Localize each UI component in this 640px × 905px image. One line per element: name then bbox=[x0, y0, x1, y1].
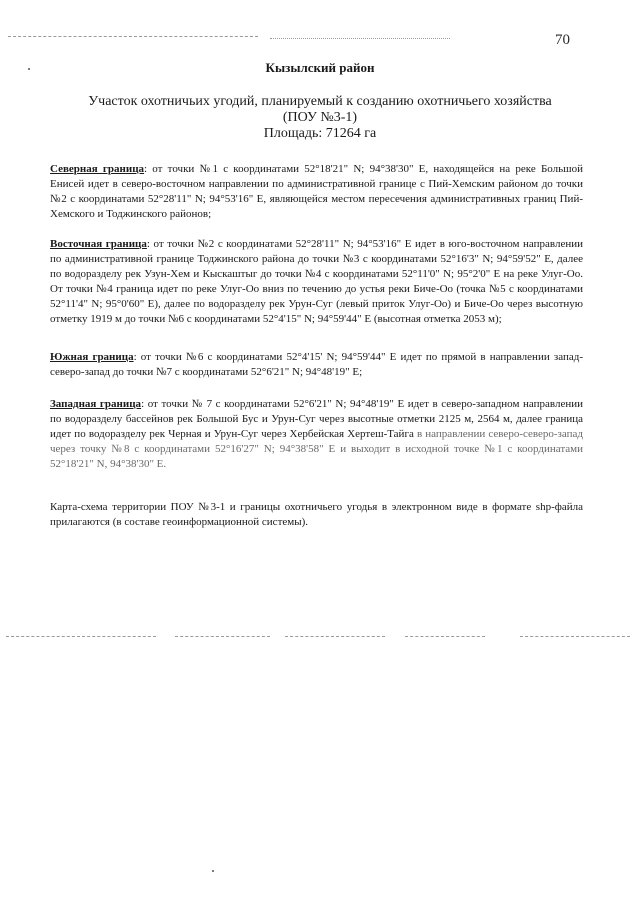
scan-artifact-line bbox=[6, 636, 156, 637]
scan-artifact-line bbox=[405, 636, 485, 637]
east-boundary bbox=[50, 237, 583, 327]
north-boundary bbox=[50, 162, 583, 222]
east-boundary-text: : от точки №2 с координатами 52°28'11" N; 94°53'16" E идет в юго-восточном направлении по административной границе Тоджинского района до точки №3 с координатами 52°16'3" N; 94°59'52" E, далее по водоразделу рек Узун-Хем и Кыскаштыг до точки №4 с координатами 52°11'0" N; 95°2'0" E на реке Улуг-Оо. От точки №4 граница идет по реке Улуг-Оо вниз по течению до устья реки Биче-Оо (точка №5 с координатами 52°11'4" N; 95°0'60" E), далее по водоразделу рек Урун-Суг (левый приток Улуг-Оо) и Биче-Оо через высотную отметку 1919 м до точки №6 с координатами 52°4'15" N; 94°59'44" E (высотная отметка 2053 м); bbox=[50, 238, 583, 325]
district-title: Кызылский район bbox=[265, 60, 375, 75]
scan-artifact-line bbox=[270, 38, 450, 39]
scan-artifact-line bbox=[175, 636, 270, 637]
west-boundary-label: Западная граница bbox=[50, 398, 142, 410]
south-boundary bbox=[50, 350, 583, 380]
scan-artifact-line bbox=[520, 636, 630, 637]
west-boundary-text: : от точки № 7 с координатами 52°6'21" N; 94°48'19" E идет в северо-западном направлении по водоразделу бассейнов рек Большой Бус и Урун-Суг через высотные отметки 2125 м, 2564 м, далее граница идет по водоразделу рек Черная и Урун-Суг через Хербейская Хертеш-Тайга bbox=[50, 398, 583, 440]
south-boundary-label: Южная граница bbox=[50, 351, 134, 363]
page-number: 70 bbox=[555, 32, 570, 48]
scan-artifact-dot bbox=[212, 870, 214, 872]
map-attachment-note: Карта-схема территории ПОУ №3-1 и границы охотничьего угодья в электронном виде в формате shp-файла прилагаются (в составе геоинформационной системы). bbox=[50, 501, 583, 528]
plot-code: (ПОУ №3-1) bbox=[282, 110, 358, 125]
north-boundary-text: : от точки №1 с координатами 52°18'21" N; 94°38'30" E, находящейся на реке Большой Енисей идет в северо-восточном направлении по административной границе с Пий-Хемским районом до точки №2 с координатами 52°28'11" N; 94°53'16" E, являющейся местом пересечения административных границ Пий-Хемского и Тоджинского районов; bbox=[50, 163, 583, 220]
north-boundary-label: Северная граница bbox=[50, 163, 145, 175]
plot-title: Участок охотничьих угодий, планируемый к созданию охотничьего хозяйства bbox=[88, 94, 552, 109]
plot-header bbox=[40, 94, 600, 142]
south-boundary-text: : от точки №6 с координатами 52°4'15' N; 94°59'44" E идет по прямой в направлении запад-северо-запад до точки №7 с координатами 52°6'21" N; 94°48'19" E; bbox=[50, 351, 583, 378]
scan-artifact-line bbox=[285, 636, 385, 637]
scan-artifact-line bbox=[8, 36, 258, 37]
plot-area: Площадь: 71264 га bbox=[263, 126, 377, 141]
west-boundary-text-faded: в направлении северо-северо-запад через точку №8 с координатами 52°16'27" N; 94°38'58" E и выходит в исходной точке №1 с координатами 52°18'21" N, 94°38'30" E. bbox=[50, 428, 583, 470]
east-boundary-label: Восточная граница bbox=[50, 238, 147, 250]
west-boundary bbox=[50, 397, 583, 472]
